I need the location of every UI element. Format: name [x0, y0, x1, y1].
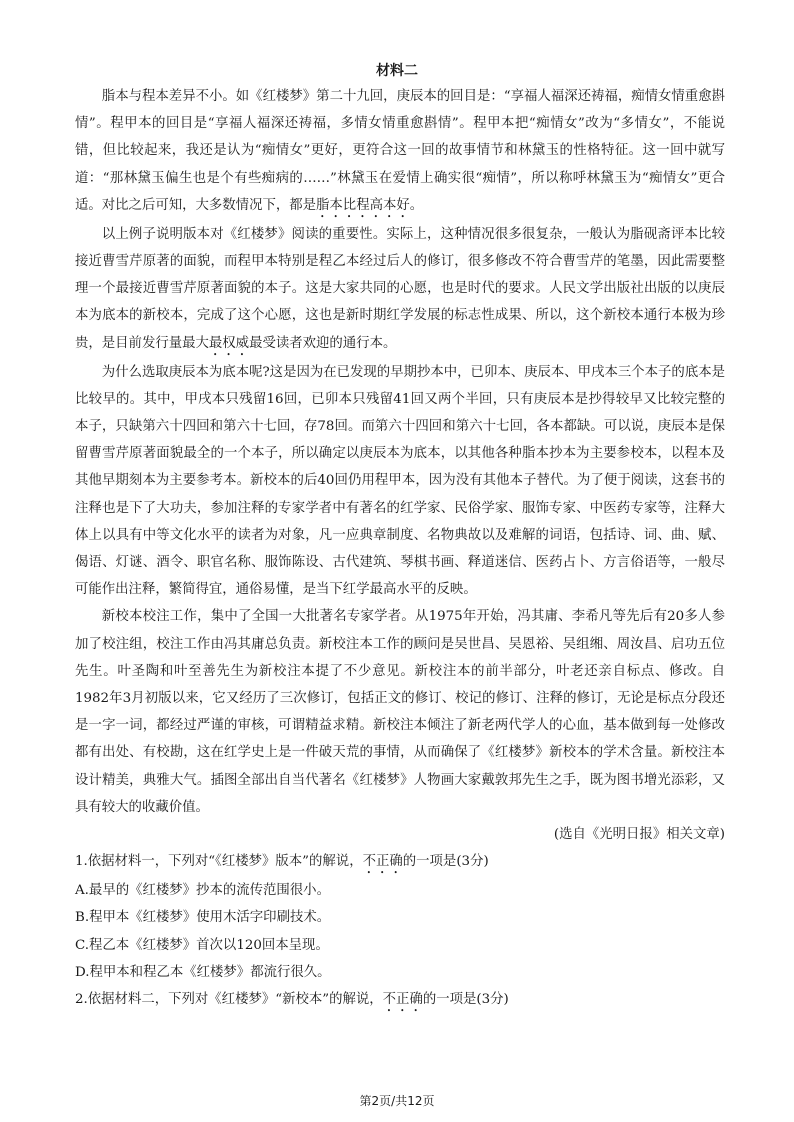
option-b: B.程甲本《红楼梦》使用木活字印刷技术。	[75, 910, 331, 926]
question-text: 2.依据材料二，下列对《红楼梦》“新校本”的解说，	[75, 992, 383, 1008]
emphasized-text: 脂本比程高本好	[316, 197, 410, 213]
emphasized-text: 最权威	[208, 335, 250, 351]
option-d: D.程甲本和程乙本《红楼梦》都流行很久。	[75, 964, 331, 980]
question-text: 1.依据材料一，下列对“《红楼梦》版本”的解说，	[75, 854, 363, 870]
emphasized-text: 不正确	[382, 992, 423, 1008]
page-number: 第2页/共12页	[359, 1094, 435, 1108]
section-title: 材料二	[376, 63, 418, 79]
paragraph-1	[75, 83, 725, 221]
emphasized-text: 不正确	[362, 854, 403, 870]
paragraph-3	[75, 359, 725, 604]
paragraph-text: 脂本与程本差异不小。如《红楼梦》第二十九回，庚辰本的回目是：“享福人福深还祷福，痴情女情重愈斟情”。程甲本的回目是“享福人福深还祷福，多情女情重愈斟情”。程甲本把“痴情女”改为“多情女”，不能说错，但比较起来，我还是认为“痴情女”更好，更符合这一回的故事情节和林黛玉的性格特征。这一回中就写道：“那林黛玉偏生也是个有些痴病的……”林黛玉在爱情上确实很“痴情”，所以称呼林黛玉为“痴情女”更合适。对比之后可知，大多数情况下，都是	[75, 89, 725, 213]
paragraph-text: 最受读者欢迎的通行本。	[249, 335, 397, 351]
question-text: 的一项是(3分)	[402, 854, 489, 870]
paragraph-text: 为什么选取庚辰本为底本呢?这是因为在已发现的早期抄本中，已卯本、庚辰本、甲戌本三个本子的底本是比较早的。其中，甲戌本只残留16回，已卯本只残留41回又两个半回，只有庚辰本是抄得较早又比较完整的本子，只缺第六十四回和第六十七回，存78回。而第六十四回和第六十七回，各本都缺。可以说，庚辰本是保留曹雪芹原著面貌最全的一个本子，所以确定以庚辰本为底本，以其他各种脂本抄本为主要参校本，以程本及其他早期刻本为主要参考本。新校本的后40回仍用程甲本，因为没有其他本子替代。为了便于阅读，这套书的注释也是下了大功夫，参加注释的专家学者中有著名的红学家、民俗学家、服饰专家、中医药专家等，注释大体上以具有中等文化水平的读者为对象，凡一应典章制度、名物典故以及难解的词语，包括诗、词、曲、赋、偈语、灯谜、酒令、职官名称、服饰陈设、古代建筑、琴棋书画、释道迷信、医药占卜、方言俗语等，一般尽可能作出注释，繁简得宜，通俗易懂，是当下红学最高水平的反映。	[75, 364, 725, 598]
question-1	[75, 848, 725, 877]
question-text: 的一项是(3分)	[422, 992, 509, 1008]
paragraph-text: 新校本校注工作，集中了全国一大批著名专家学者。从1975年开始，冯其庸、李希凡等先后有20多人参加了校注组，校注工作由冯其庸总负责。新校注本工作的顾问是吴世昌、吴恩裕、吴组缃、周汝昌、启功五位先生。叶圣陶和叶至善先生为新校注本提了不少意见。新校注本的前半部分，叶老还亲自标点、修改。自1982年3月初版以来，它又经历了三次修订，包括正文的修订、校记的修订、注释的修订，无论是标点分段还是一字一词，都经过严谨的审核，可谓精益求精。新校注本倾注了新老两代学人的心血，基本做到每一处修改都有出处、有校勘，这在红学史上是一件破天荒的事情，从而确保了《红楼梦》新校本的学术含量。新校注本设计精美，典雅大气。插图全部出自当代著名《红楼梦》人物画大家戴敦邦先生之手，既为图书增光添彩，又具有较大的收藏价值。	[75, 609, 725, 815]
paragraph-text: 以上例子说明版本对《红楼梦》阅读的重要性。实际上，这种情况很多很复杂，一般认为脂砚斋评本比较接近曹雪芹原著的面貌，而程甲本特别是程乙本经过后人的修订，很多修改不符合曹雪芹的笔墨，因此需要整理一个最接近曹雪芹原著面貌的本子。这是大家共同的心愿，也是时代的要求。人民文学出版社出版的以庚辰本为底本的新校本，完成了这个心愿，这也是新时期红学发展的标志性成果、所以，这个新校本通行本极为珍贵，是目前发行量最大	[75, 226, 725, 351]
paragraph-text: 。	[409, 197, 424, 213]
source-citation: (选自《光明日报》相关文章)	[553, 827, 725, 843]
option-a: A.最早的《红楼梦》抄本的流传范围很小。	[75, 883, 330, 899]
option-c: C.程乙本《红楼梦》首次以120回本呈现。	[75, 937, 329, 953]
paragraph-4	[75, 603, 725, 821]
paragraph-2	[75, 221, 725, 359]
article-body	[75, 83, 725, 1015]
question-2	[75, 986, 725, 1015]
